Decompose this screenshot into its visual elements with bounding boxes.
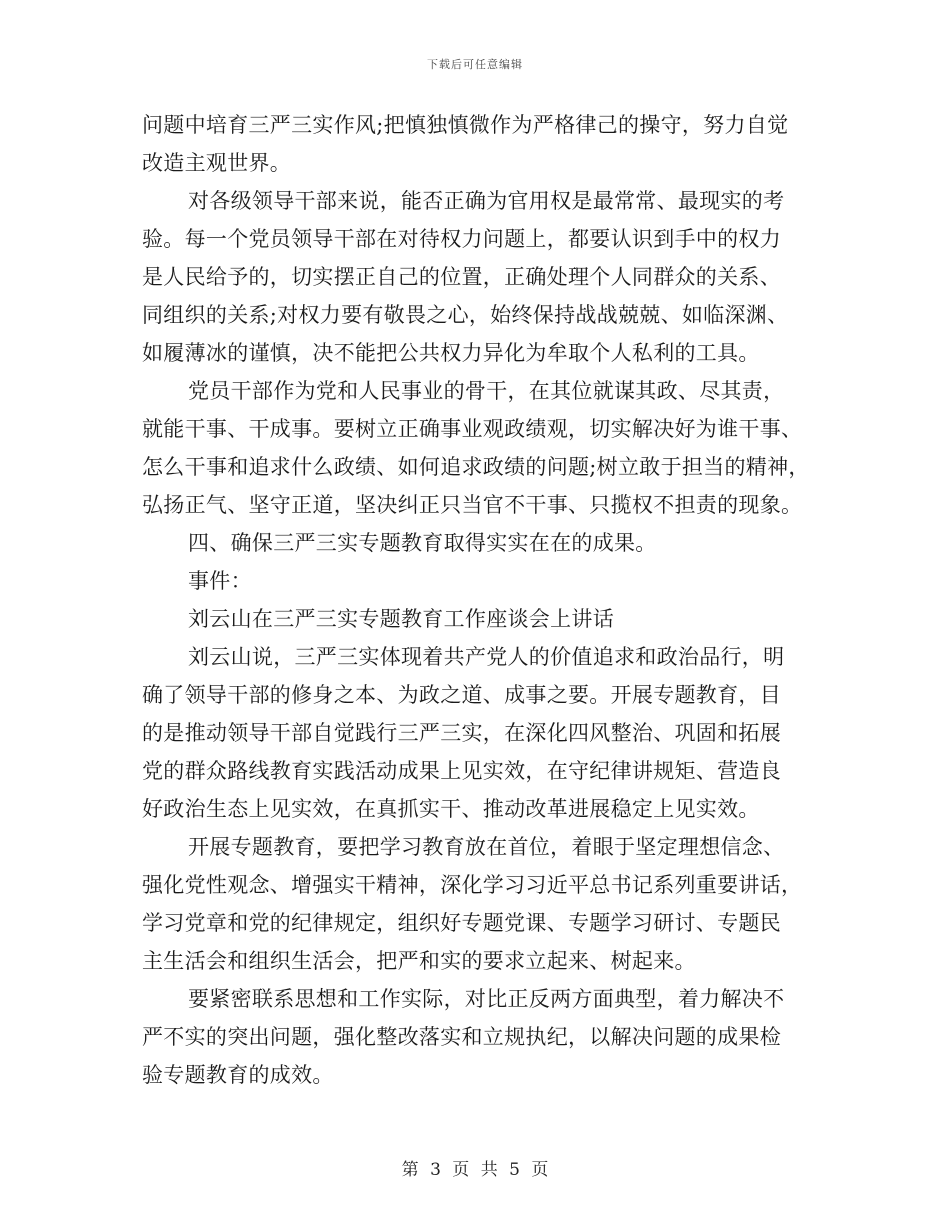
page-header: 下载后可任意编辑 (427, 58, 523, 71)
text-line: 验专题教育的成效。 (142, 1063, 334, 1087)
text-line: 党员干部作为党和人民事业的骨干，在其位就谋其政、尽其责， (188, 379, 785, 403)
text-line: 的是推动领导干部自觉践行三严三实，在深化四风整治、巩固和拓展 (142, 721, 781, 745)
text-line: 就能干事、干成事。要树立正确事业观政绩观，切实解决好为谁干事、 (142, 417, 803, 441)
text-line: 刘云山说，三严三实体现着共产党人的价值追求和政治品行，明 (188, 645, 785, 669)
text-line: 好政治生态上见实效，在真抓实干、推动改革进展稳定上见实效。 (142, 797, 760, 821)
text-line: 四、确保三严三实专题教育取得实实在在的成果。 (188, 531, 657, 555)
text-line: 主生活会和组织生活会，把严和实的要求立起来、树起来。 (142, 949, 696, 973)
text-line: 严不实的突出问题，强化整改落实和立规执纪，以解决问题的成果检 (142, 1025, 781, 1049)
text-line: 问题中培育三严三实作风;把慎独慎微作为严格律己的操守，努力自觉 (142, 113, 789, 137)
page-footer: 第 3 页 共 5 页 (401, 1160, 549, 1180)
text-line: 同组织的关系;对权力要有敬畏之心，始终保持战战兢兢、如临深渊、 (142, 303, 789, 327)
text-line: 强化党性观念、增强实干精神，深化学习习近平总书记系列重要讲话， (142, 873, 803, 897)
text-line: 是人民给予的，切实摆正自己的位置，正确处理个人同群众的关系、 (142, 265, 781, 289)
text-line: 要紧密联系思想和工作实际，对比正反两方面典型，着力解决不 (188, 987, 785, 1011)
text-line: 怎么干事和追求什么政绩、如何追求政绩的问题;树立敢于担当的精神， (142, 455, 810, 479)
document-body (142, 106, 822, 1094)
text-line: 对各级领导干部来说，能否正确为官用权是最常常、最现实的考 (188, 189, 785, 213)
text-line: 开展专题教育，要把学习教育放在首位，着眼于坚定理想信念、 (188, 835, 785, 859)
text-line: 改造主观世界。 (142, 151, 292, 175)
text-line: 弘扬正气、坚守正道，坚决纠正只当官不干事、只揽权不担责的现象。 (142, 493, 803, 517)
text-line: 学习党章和党的纪律规定，组织好专题党课、专题学习研讨、专题民 (142, 911, 781, 935)
text-line: 验。每一个党员领导干部在对待权力问题上，都要认识到手中的权力 (142, 227, 781, 251)
text-line: 党的群众路线教育实践活动成果上见实效，在守纪律讲规矩、营造良 (142, 759, 781, 783)
text-line: 确了领导干部的修身之本、为政之道、成事之要。开展专题教育，目 (142, 683, 781, 707)
text-line: 如履薄冰的谨慎，决不能把公共权力异化为牟取个人私利的工具。 (142, 341, 760, 365)
text-line: 事件： (188, 569, 252, 593)
text-line: 刘云山在三严三实专题教育工作座谈会上讲话 (188, 607, 614, 631)
